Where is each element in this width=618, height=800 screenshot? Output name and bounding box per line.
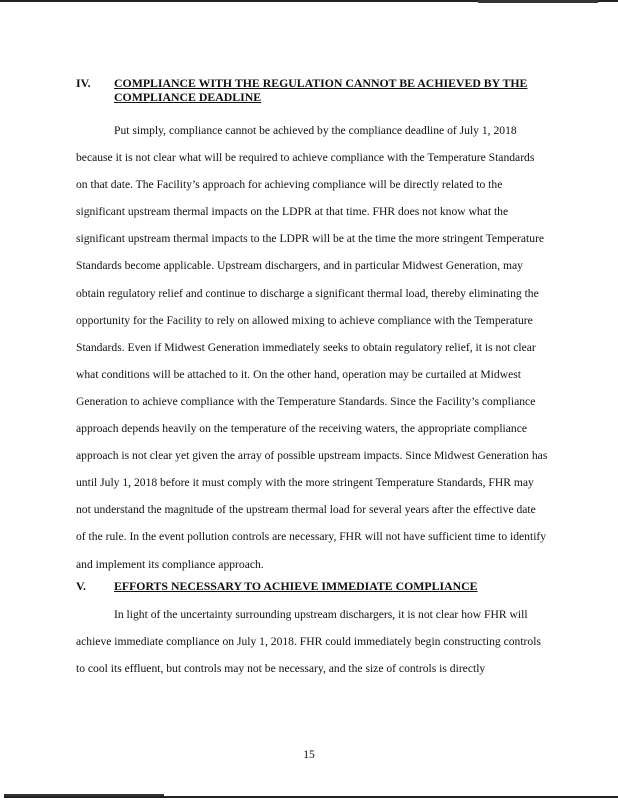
section-v-paragraph: In light of the uncertainty surrounding upstream dischargers, it is not clear how FHR will achieve immediate compliance on July 1, 2018. FHR could immediately begin constructing controls to cool its effluent, but controls may not be necessary, and the size of controls is directly: [76, 607, 541, 675]
section-iv-number: IV.: [76, 76, 91, 90]
section-v-heading: [76, 579, 548, 593]
section-v-number: V.: [76, 578, 86, 593]
page-number: 15: [303, 748, 315, 761]
section-iv-title: COMPLIANCE WITH THE REGULATION CANNOT BE ACHIEVED BY THE COMPLIANCE DEADLINE: [114, 76, 528, 104]
section-v-title: EFFORTS NECESSARY TO ACHIEVE IMMEDIATE COMPLIANCE: [114, 578, 478, 593]
section-iv-heading: [76, 76, 548, 104]
page-content: [76, 76, 548, 682]
scan-mark-top-right: [478, 0, 598, 3]
section-iv-paragraph: Put simply, compliance cannot be achieved by the compliance deadline of July 1, 2018 because it is not clear what will be required to achieve compliance with the Temperature Standards on that date. The Facility’s approach for achieving compliance will be directly related to the significant upstream thermal impacts on the LDPR at that time. FHR does not know what the significant upstream thermal impacts to the LDPR will be at the time the more stringent Temperature Standards become applicable. Upstream dischargers, and in particular Midwest Generation, may obtain regulatory relief and continue to discharge a significant thermal load, thereby eliminating the opportunity for the Facility to rely on allowed mixing to achieve compliance with the Temperature Standards. Even if Midwest Generation immediately seeks to obtain regulatory relief, it is not clear what conditions will be attached to it. On the other hand, operation may be curtailed at Midwest Generation to achieve compliance with the Temperature Standards. Since the Facility’s compliance approach depends heavily on the temperature of the receiving waters, the appropriate compliance approach is not clear yet given the array of possible upstream impacts. Since Midwest Generation has until July 1, 2018 before it must comply with the more stringent Temperature Standards, FHR may not understand the magnitude of the upstream thermal load for several years after the effective date of the rule. In the event pollution controls are necessary, FHR will not have sufficient time to identify and implement its compliance approach.: [76, 124, 548, 571]
scan-edge-bottom: [4, 796, 618, 798]
